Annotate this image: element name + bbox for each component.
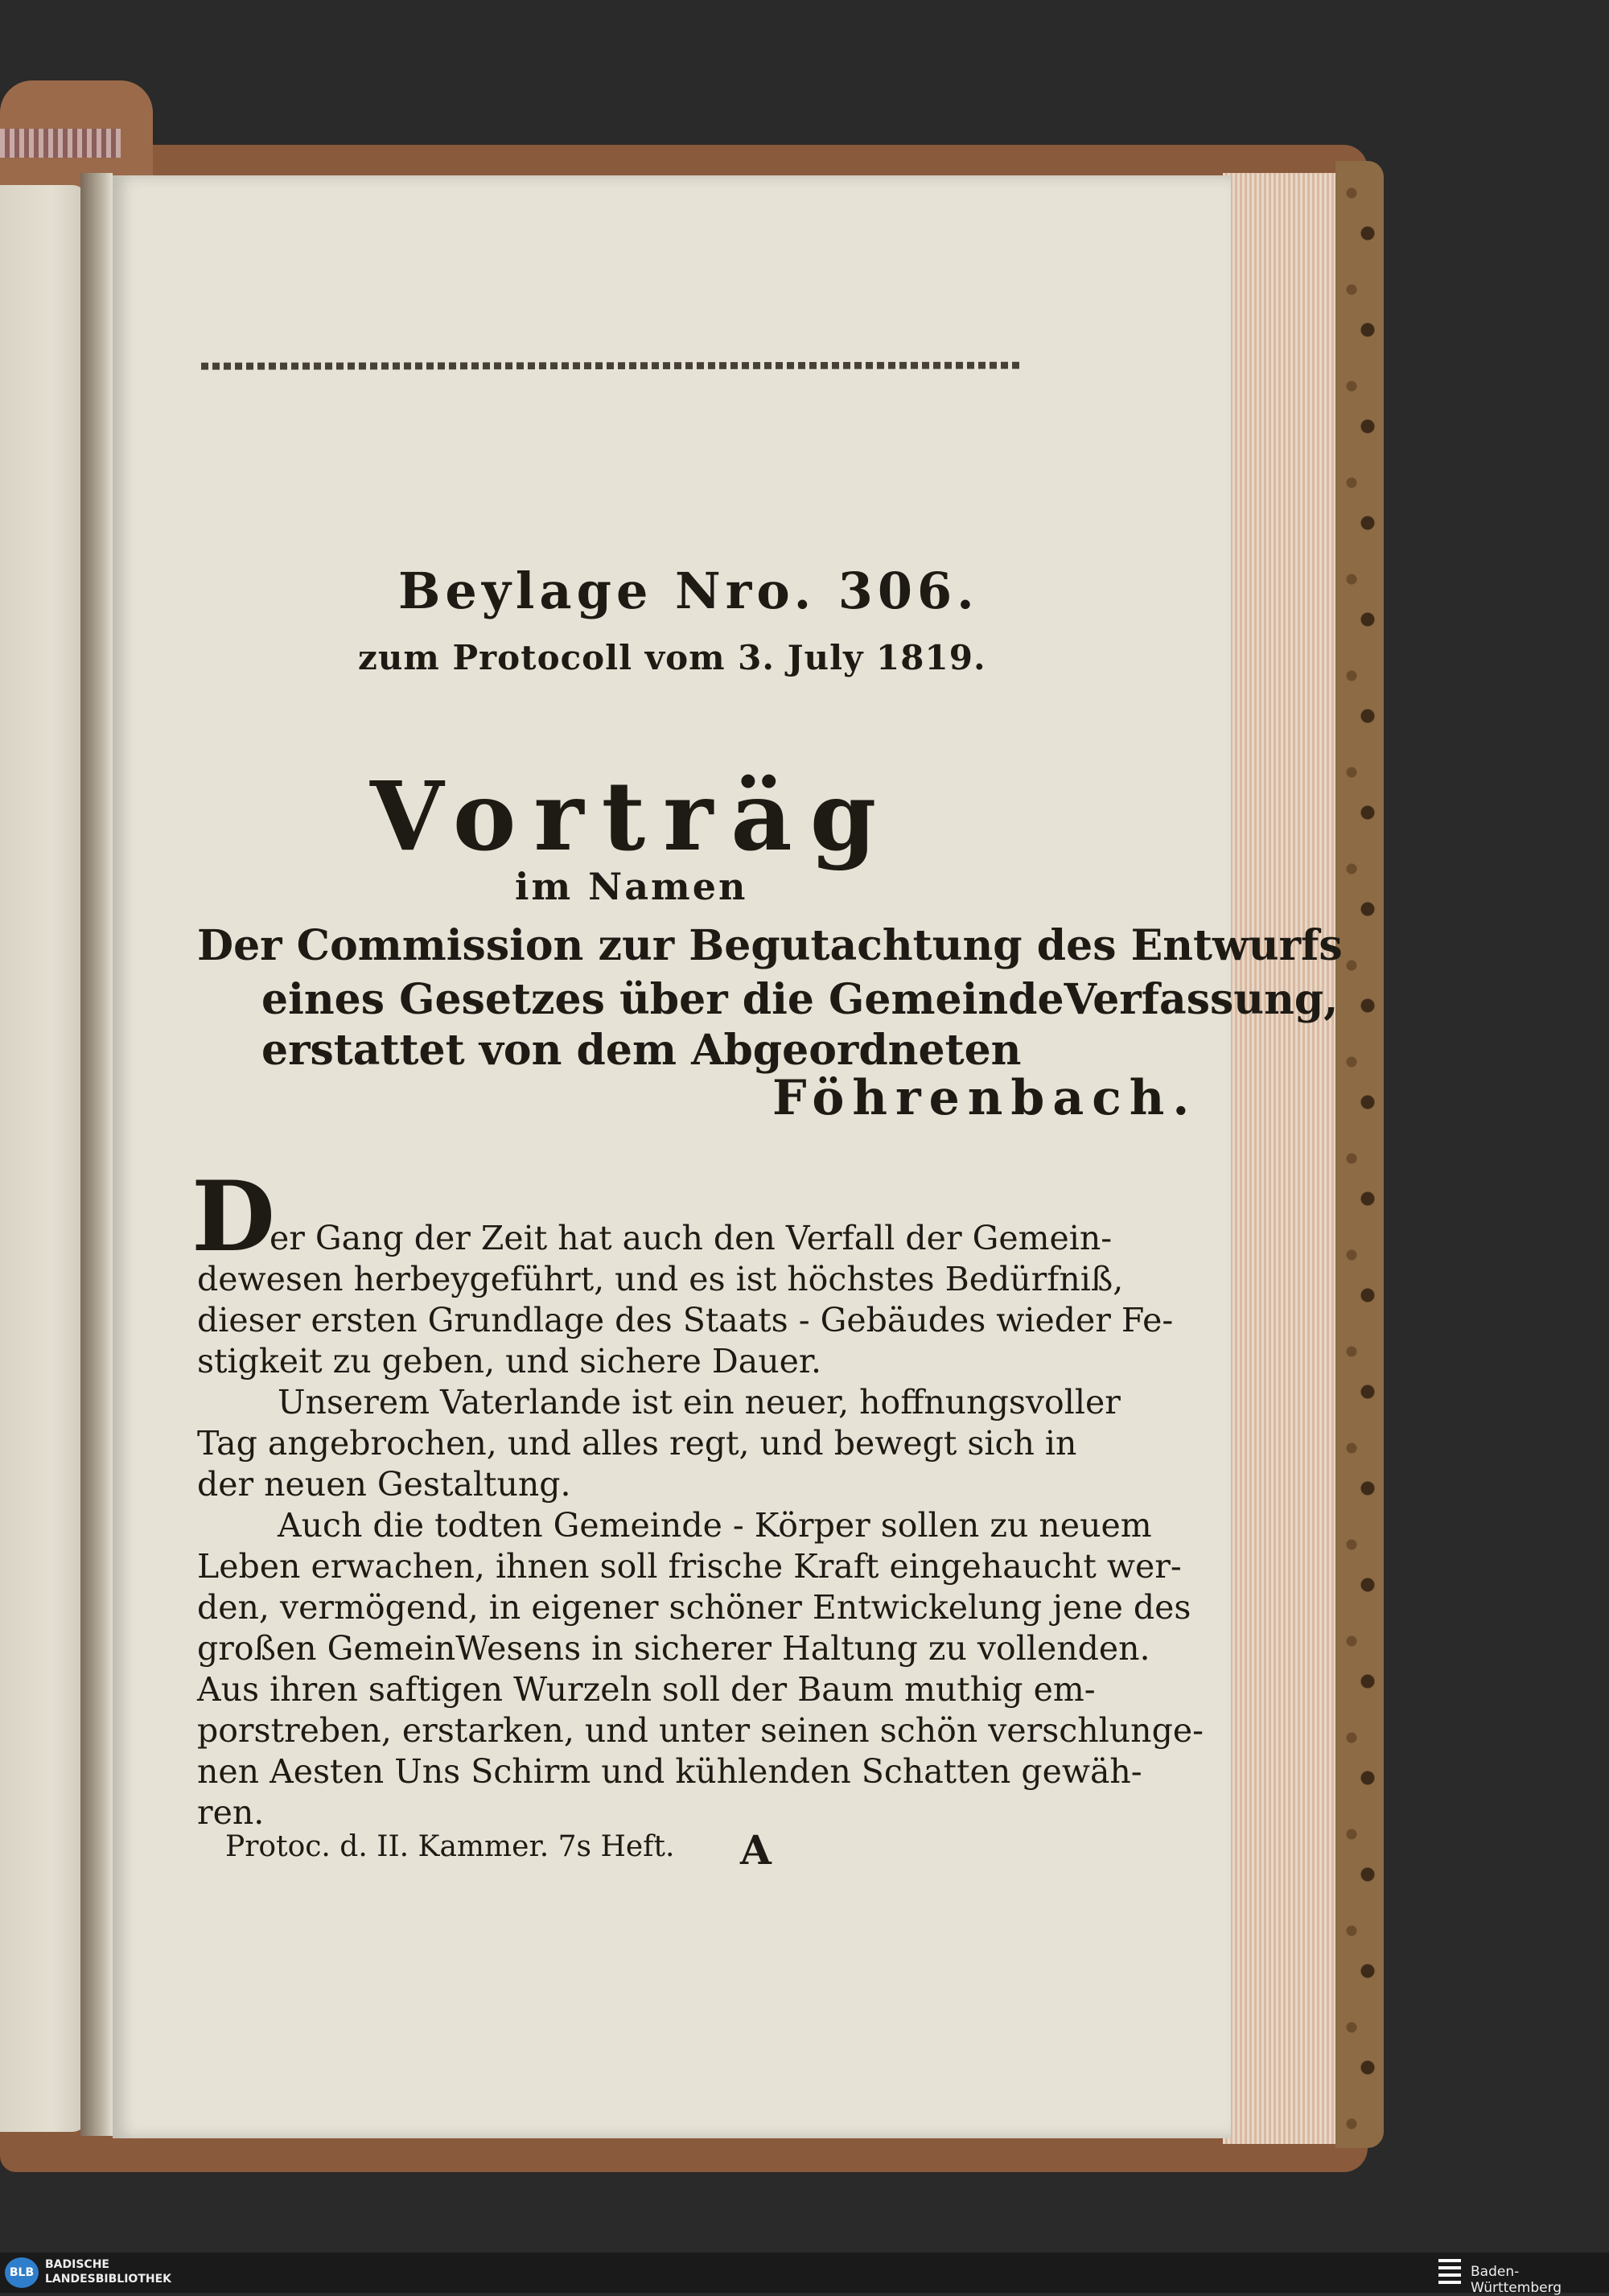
- body-line: großen GemeinWesens in sicherer Haltung zu vollenden.: [197, 1629, 1150, 1668]
- library-name-line-1: BADISCHE: [45, 2258, 109, 2271]
- body-line: Aus ihren saftigen Wurzeln soll der Baum muthig em-: [197, 1670, 1096, 1709]
- heading-line-2: eines Gesetzes über die GemeindeVerfassung,: [261, 975, 1339, 1024]
- signature-mark: A: [740, 1826, 772, 1874]
- document-title: Vorträg: [370, 760, 895, 872]
- body-line: Leben erwachen, ihnen soll frische Kraft eingehaucht wer-: [197, 1547, 1182, 1586]
- blb-logo-icon: BLB: [5, 2257, 39, 2288]
- im-namen-line: im Namen: [515, 865, 748, 908]
- author-name: Föhrenbach.: [772, 1070, 1198, 1126]
- protocol-date: zum Protocoll vom 3. July 1819.: [358, 638, 986, 677]
- library-name-line-2: LANDESBIBLIOTHEK: [45, 2273, 172, 2286]
- body-line: Unserem Vaterlande ist ein neuer, hoffnungsvoller: [278, 1383, 1121, 1422]
- supplement-number: Beylage Nro. 306.: [398, 562, 979, 620]
- library-name: [45, 2257, 171, 2286]
- body-line: dewesen herbeygeführt, und es ist höchstes Bedürfniß,: [197, 1260, 1124, 1298]
- attribution-bar: [0, 2253, 1609, 2293]
- header-ornament-rule: [201, 356, 1022, 373]
- heading-line-1: Der Commission zur Begutachtung des Entwurfs: [197, 921, 1343, 970]
- baden-wuerttemberg-logo-icon: [1438, 2259, 1461, 2285]
- body-line: stigkeit zu geben, und sichere Dauer.: [197, 1342, 822, 1380]
- footer-signature-line: Protoc. d. II. Kammer. 7s Heft.: [225, 1830, 675, 1863]
- body-line: porstreben, erstarken, und unter seinen schön verschlunge-: [197, 1711, 1204, 1750]
- body-line: er Gang der Zeit hat auch den Verfall der Gemein-: [270, 1219, 1113, 1257]
- drop-cap-initial: D: [191, 1160, 276, 1273]
- body-line: Tag angebrochen, und alles regt, und bewegt sich in: [197, 1424, 1077, 1463]
- body-line: der neuen Gestaltung.: [197, 1465, 571, 1504]
- body-line: den, vermögend, in eigener schöner Entwickelung jene des: [197, 1588, 1191, 1627]
- state-name: Baden-Württemberg: [1471, 2264, 1562, 2296]
- body-line: nen Aesten Uns Schirm und kühlenden Schatten gewäh-: [197, 1752, 1142, 1791]
- heading-line-3: erstattet von dem Abgeordneten: [261, 1026, 1022, 1075]
- body-line: dieser ersten Grundlage des Staats - Gebäudes wieder Fe-: [197, 1301, 1174, 1339]
- body-line: Auch die todten Gemeinde - Körper sollen zu neuem: [278, 1506, 1152, 1545]
- body-line: ren.: [197, 1793, 265, 1832]
